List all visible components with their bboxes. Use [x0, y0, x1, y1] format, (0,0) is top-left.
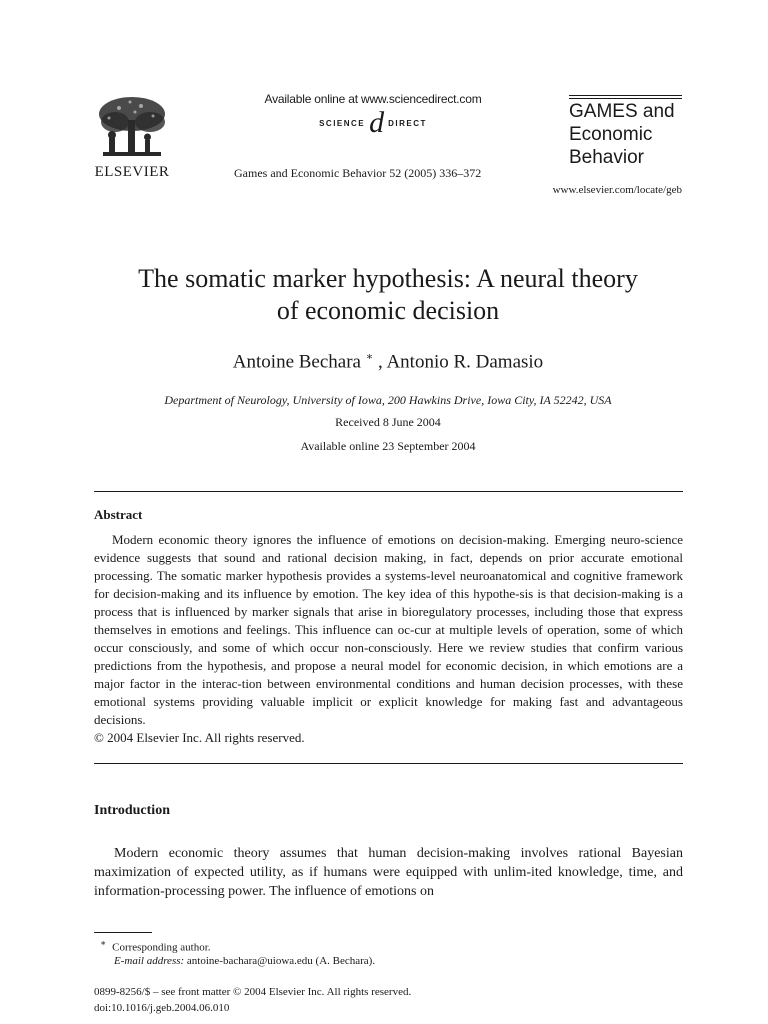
title-line-1: The somatic marker hypothesis: A neural theory [138, 264, 638, 293]
sciencedirect-block [200, 92, 546, 139]
sd-right-word: DIRECT [388, 118, 427, 128]
abstract-bottom-rule [94, 763, 683, 764]
elsevier-tree-icon [95, 94, 169, 162]
author-separator: , [377, 351, 387, 373]
sd-left-word: SCIENCE [319, 118, 366, 128]
available-online-date: Available online 23 September 2004 [300, 439, 476, 453]
sd-at-icon: d [369, 106, 385, 139]
abstract-copyright: © 2004 Elsevier Inc. All rights reserved. [94, 730, 305, 745]
footnote-rule [94, 932, 152, 933]
journal-url-link[interactable]: www.elsevier.com/locate/geb [552, 184, 682, 196]
journal-title-line3: Behavior [569, 147, 644, 168]
journal-rule-2 [569, 98, 682, 99]
author-list [60, 350, 716, 373]
footnote-mark: ∗ [100, 938, 107, 948]
email-value-link[interactable]: antoine-bachara@uiowa.edu (A. Bechara). [184, 955, 376, 967]
journal-title-box [569, 95, 682, 168]
publisher-wordmark: ELSEVIER [94, 164, 170, 180]
imprint-front-matter: 0899-8256/$ – see front matter © 2004 Elsevier Inc. All rights reserved. [94, 986, 412, 998]
email-label: E-mail address: [114, 955, 185, 967]
abstract-top-rule [94, 491, 683, 492]
title-line-2: of economic decision [276, 296, 500, 325]
footnote-corresponding [100, 938, 211, 954]
journal-reference: Games and Economic Behavior 52 (2005) 336–372 [234, 166, 482, 180]
affiliation: Department of Neurology, University of Iowa, 200 Hawkins Drive, Iowa City, IA 52242, USA [164, 393, 612, 407]
received-date: Received 8 June 2004 [335, 415, 441, 429]
imprint-doi-link[interactable]: doi:10.1016/j.geb.2004.06.010 [94, 1002, 230, 1014]
journal-title-line1: GAMES and [569, 101, 675, 122]
footnote-email [114, 955, 375, 967]
author-2: Antonio R. Damasio [386, 351, 544, 373]
journal-rule-1 [569, 95, 682, 96]
introduction-body: Modern economic theory assumes that human decision-making involves rational Bayesian maximization of expected utility, as if humans were equipped with unlim-ited knowledge, time, and information-processing power. The influence of emotions on [94, 846, 683, 899]
sciencedirect-logo [200, 106, 546, 139]
elsevier-logo [92, 94, 172, 181]
introduction-heading: Introduction [94, 803, 170, 818]
corresponding-author-mark[interactable]: ∗ [365, 351, 374, 363]
article-title [60, 263, 716, 327]
journal-title-line2: Economic [569, 124, 653, 145]
abstract-heading: Abstract [94, 507, 143, 522]
available-online-link[interactable]: Available online at www.sciencedirect.com [264, 92, 482, 106]
author-1: Antoine Bechara [232, 351, 361, 373]
footnote-corresponding-text: Corresponding author. [112, 941, 211, 954]
abstract-body: Modern economic theory ignores the influence of emotions on decision-making. Emerging neuro-science evidence suggests that sound and rational decision making, in fact, depends on prior accurate emotional processing. The somatic marker hypothesis provides a systems-level neuroanatomical and cognitive framework for decision-making and its influence by emotion. The key idea of this hypothe-sis is that decision-making is a process that is influenced by marker signals that arise in bioregulatory processes, including those that express themselves in emotions and feelings. This influence can oc-cur at multiple levels of operation, some of which occur consciously, and some of which occur non-consciously. Here we review studies that confirm various predictions from the hypothesis, and propose a neural model for economic decision, in which emotions are a major factor in the interac-tion between environmental conditions and human decision processes, with these emotional systems providing valuable implicit or explicit knowledge for making fast and advantageous decisions. [94, 532, 683, 727]
